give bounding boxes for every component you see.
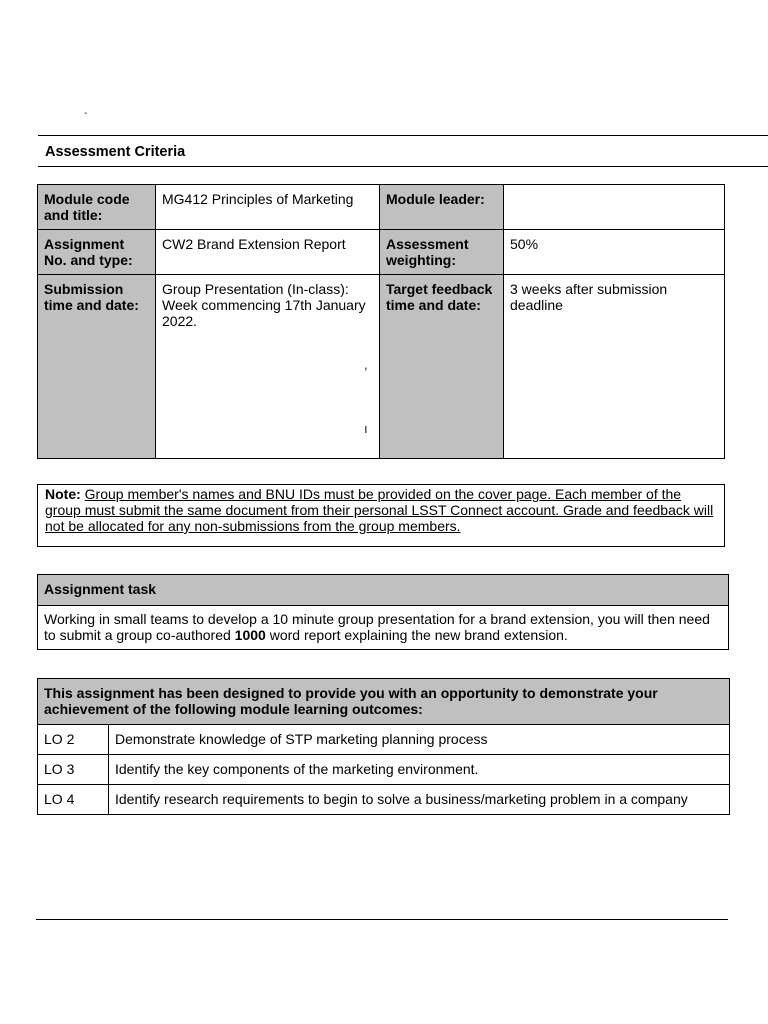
footer-divider (36, 919, 728, 920)
task-text (38, 606, 729, 650)
lo-code: LO 4 (38, 785, 109, 815)
assignment-label: Assignment No. and type: (38, 230, 156, 275)
note-label: Note: (45, 486, 81, 502)
learning-outcomes-table (37, 678, 730, 815)
note-box (37, 484, 725, 547)
submission-value: Group Presentation (In-class): Week commencing 17th January 2022. (156, 275, 380, 459)
table-row (38, 755, 730, 785)
module-label: Module code and title: (38, 185, 156, 230)
task-text-before: Working in small teams to develop a 10 minute group presentation for a brand extension, you will then need to submit a group co-authored (44, 611, 710, 643)
page-marker: - (84, 108, 88, 119)
artifact-mark: , (364, 357, 368, 372)
weighting-label: Assessment weighting: (380, 230, 504, 275)
lo-text: Identify research requirements to begin to solve a business/marketing problem in a company (109, 785, 730, 815)
lo-text: Identify the key components of the marketing environment. (109, 755, 730, 785)
feedback-value: 3 weeks after submission deadline (504, 275, 725, 459)
assignment-value: CW2 Brand Extension Report (156, 230, 380, 275)
module-value: MG412 Principles of Marketing (156, 185, 380, 230)
note-text: Group member's names and BNU IDs must be provided on the cover page. Each member of the group must submit the same document from their personal LSST Connect account. Grade and feedback will not be allocated for any non-submissions from the group members. (45, 486, 714, 534)
module-info-table (37, 184, 725, 459)
submission-label: Submission time and date: (38, 275, 156, 459)
lo-text: Demonstrate knowledge of STP marketing planning process (109, 725, 730, 755)
leader-value (504, 185, 725, 230)
task-heading: Assignment task (38, 575, 729, 606)
assignment-task-table (37, 574, 729, 650)
table-row (38, 785, 730, 815)
outcomes-heading: This assignment has been designed to provide you with an opportunity to demonstrate your achievement of the following module learning outcomes: (38, 679, 730, 725)
weighting-value: 50% (504, 230, 725, 275)
criteria-header (38, 135, 768, 167)
section-title: Assessment Criteria (45, 144, 186, 160)
lo-code: LO 3 (38, 755, 109, 785)
feedback-label: Target feedback time and date: (380, 275, 504, 459)
word-count: 1000 (234, 627, 266, 643)
leader-label: Module leader: (380, 185, 504, 230)
artifact-mark: ı (364, 421, 368, 436)
lo-code: LO 2 (38, 725, 109, 755)
task-text-after: word report explaining the new brand extension. (269, 627, 568, 643)
table-row (38, 725, 730, 755)
